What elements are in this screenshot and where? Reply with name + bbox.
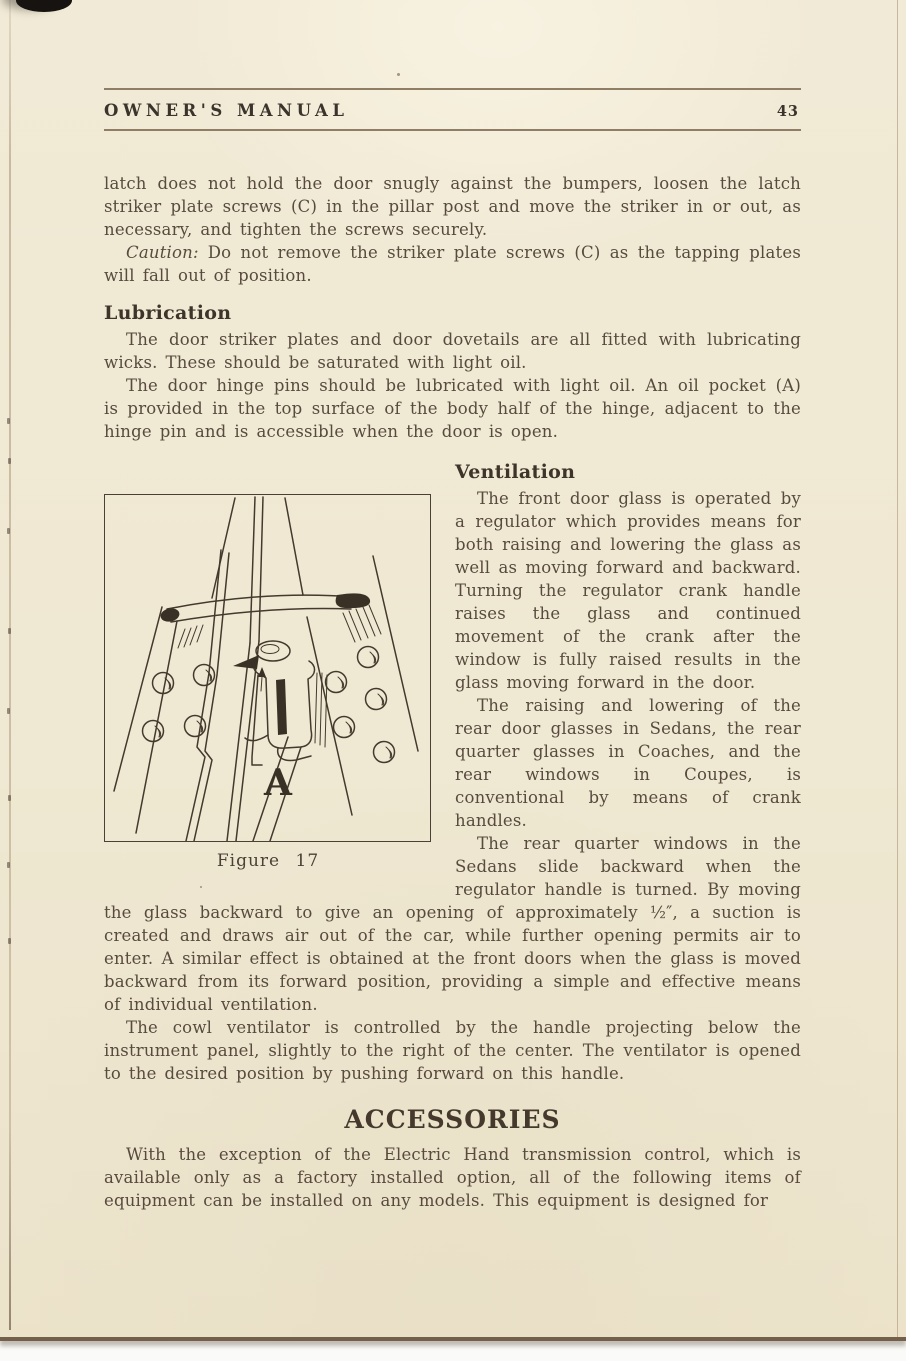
- edge-mark: [7, 418, 10, 424]
- edge-mark: [7, 528, 10, 534]
- section-accessories: [104, 1105, 801, 1212]
- section-lubrication: [104, 302, 801, 443]
- page-header: [104, 88, 801, 131]
- figure-17-caption: Figure 17: [216, 850, 320, 871]
- accessories-paragraph-1: With the exception of the Electric Hand transmission control, which is available only as a factory installed option, all of the following items of equipment can be installed on any models. This equipment is designed for: [104, 1144, 801, 1210]
- ink-speck: [397, 73, 400, 76]
- caution-label: Caution:: [126, 242, 199, 262]
- edge-mark: [8, 795, 11, 801]
- binding-crease: [9, 0, 11, 1330]
- page-body: [104, 172, 801, 1212]
- edge-mark: [7, 708, 10, 714]
- header-row: [104, 90, 801, 129]
- ventilation-paragraph-2: The raising and lowering of the rear door glasses in Sedans, the rear quarter glasses in Coaches, and the rear windows in Coupes, is conventional by means of crank handles.: [455, 695, 801, 830]
- door-hinge-illustration: [105, 495, 430, 841]
- section-heading-lubrication: Lubrication: [104, 301, 232, 324]
- ventilation-paragraph-1: The front door glass is operated by a regulator which provides means for both raising and lowering the glass as well as moving forward and backward. Turning the regulator crank handle raises the glass and continued movement of the crank after the window is fully raised results in the glass moving forward in the door.: [455, 488, 801, 692]
- figure-17-frame: [104, 494, 431, 842]
- section-ventilation: [104, 461, 801, 1085]
- lubrication-paragraph-1: The door striker plates and door dovetails are all fitted with lubricating wicks. These should be saturated with light oil.: [104, 329, 801, 372]
- page-right-edge: [897, 0, 898, 1337]
- figure-17: [104, 494, 432, 871]
- page-header-title: OWNER'S MANUAL: [104, 101, 349, 120]
- paragraph-latch: latch does not hold the door snugly against the bumpers, loosen the latch striker plate screws (C) in the pillar post and move the striker in or out, as necessary, and tighten the screws securely.: [104, 173, 801, 239]
- edge-mark: [8, 458, 11, 464]
- caution-text: Do not remove the striker plate screws (C) as the tapping plates will fall out of position.: [104, 242, 801, 285]
- ventilation-paragraph-4: The cowl ventilator is controlled by the handle projecting below the instrument panel, slightly to the right of the center. The ventilator is opened to the desired position by pushing forward on this handle.: [104, 1017, 801, 1083]
- scan-artifact-blob: [16, 0, 72, 12]
- section-heading-ventilation: Ventilation: [455, 460, 576, 483]
- edge-mark: [7, 862, 10, 868]
- figure-label-a: A: [264, 761, 292, 804]
- page-content: [104, 88, 801, 1212]
- section-heading-accessories: ACCESSORIES: [344, 1104, 561, 1134]
- edge-mark: [8, 628, 11, 634]
- lubrication-paragraph-2: The door hinge pins should be lubricated with light oil. An oil pocket (A) is provided in the top surface of the body half of the hinge, adjacent to the hinge pin and is accessible when the door is open.: [104, 375, 801, 441]
- panel-holes: [143, 646, 395, 762]
- paragraph-caution: [104, 241, 801, 287]
- ventilation-paragraph-3: The rear quarter windows in the Sedans slide backward when the regulator handle is turned. By moving the glass backward to give an opening of approximately ½″, a suction is created and draws air out of the car, while further opening permits air to enter. A similar effect is obtained at the front doors when the glass is moved backward from its forward position, providing a simple and effective means of individual ventilation.: [104, 833, 801, 1014]
- page-number: 43: [776, 103, 799, 120]
- edge-mark: [8, 938, 11, 944]
- header-strip: [159, 593, 370, 623]
- header-rule-bottom: [104, 129, 801, 131]
